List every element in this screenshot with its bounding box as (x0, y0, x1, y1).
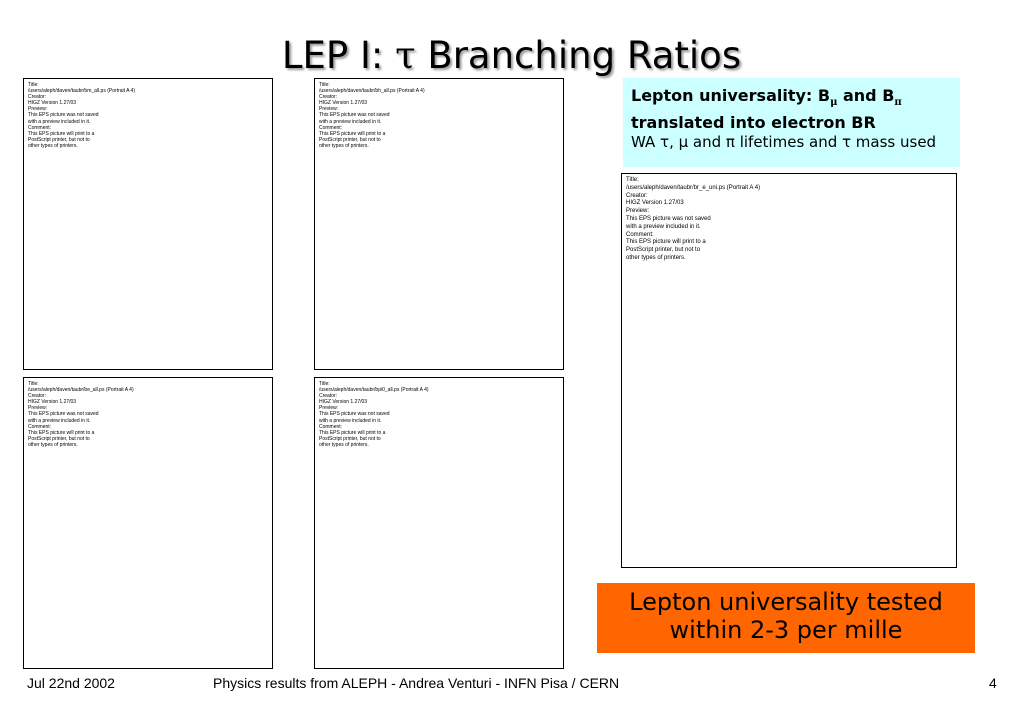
title-tau-symbol: τ (395, 34, 416, 77)
eps-info-line: Title: (319, 381, 330, 387)
eps-info-line: Title: (626, 177, 639, 183)
eps-info-line: HIGZ Version 1.27/03 (319, 100, 368, 107)
eps-info-line: other types of printers. (319, 441, 369, 448)
eps-info-line: This EPS picture will print to a (319, 130, 386, 137)
eps-info-line: /users/aleph/daven/taubr/bpi0_all.ps (Portrait A 4) (319, 387, 429, 394)
eps-info-line: /users/aleph/daven/taubr/be_all.ps (Portrait A 4) (28, 387, 134, 394)
eps-info-line: HIGZ Version 1.27/03 (319, 399, 368, 406)
callout-note: WA τ, μ and π lifetimes and τ mass used (631, 133, 937, 152)
eps-info-line: PostScript printer, but not to (319, 435, 381, 442)
slide-title (0, 34, 1023, 77)
eps-info-line: Creator: (319, 94, 338, 101)
eps-info-line: This EPS picture was not saved (626, 215, 711, 222)
title-suffix: Branching Ratios (415, 34, 742, 77)
eps-info-line: This EPS picture was not saved (319, 112, 390, 119)
eps-info-line: other types of printers. (626, 254, 686, 261)
eps-info-line: PostScript printer, but not to (28, 435, 90, 442)
eps-info-line: This EPS picture was not saved (319, 411, 390, 418)
eps-info-line: Preview: (28, 405, 48, 412)
eps-info-line: other types of printers. (28, 441, 78, 448)
eps-info-line: PostScript printer, but not to (319, 136, 381, 143)
eps-info-line: Creator: (28, 94, 47, 101)
eps-info-line: This EPS picture will print to a (626, 239, 706, 246)
lepton-universality-callout (623, 78, 960, 167)
eps-info-line: /users/aleph/daven/taubr/bh_all.ps (Portrait A 4) (319, 88, 425, 95)
eps-info-line: Creator: (319, 393, 338, 400)
eps-info-line: Comment: (319, 124, 343, 131)
eps-placeholder-right (621, 173, 957, 568)
title-prefix: LEP I: (281, 34, 396, 77)
eps-info-line: with a preview included in it. (319, 118, 382, 125)
eps-info-line: with a preview included in it. (319, 417, 382, 424)
conclusion-line1: Lepton universality tested (629, 588, 943, 616)
eps-placeholder-top-middle (314, 78, 564, 370)
eps-info-line: Preview: (319, 106, 339, 113)
eps-info-line: Creator: (626, 192, 648, 199)
eps-info-line: PostScript printer, but not to (626, 247, 701, 254)
eps-info-line: This EPS picture was not saved (28, 112, 99, 119)
eps-info-line: Title: (28, 82, 39, 88)
callout-bold-line2: translated into electron BR (631, 113, 876, 133)
eps-info-line: Comment: (626, 231, 654, 238)
callout-bold-line1: Lepton universality: $B_\mu$ and $B_\pi$ (631, 86, 902, 109)
eps-placeholder-top-left (23, 78, 273, 370)
eps-info-line: Creator: (28, 393, 47, 400)
footer-page-number: 4 (989, 675, 997, 691)
eps-info-line: This EPS picture will print to a (319, 429, 386, 436)
eps-info-line: /users/aleph/daven/taubr/bm_all.ps (Portrait A 4) (28, 88, 136, 95)
eps-info-line: Title: (319, 82, 330, 88)
eps-info-line: PostScript printer, but not to (28, 136, 90, 143)
eps-info-line: other types of printers. (319, 142, 369, 149)
eps-info-line: This EPS picture was not saved (28, 411, 99, 418)
mu-subscript: μ (830, 97, 838, 109)
eps-info-line: Comment: (28, 423, 52, 430)
eps-info-line: This EPS picture will print to a (28, 130, 95, 137)
footer-date: Jul 22nd 2002 (27, 675, 115, 691)
eps-info-line: Comment: (28, 124, 52, 131)
pi-subscript: π (894, 97, 902, 109)
conclusion-line2: within 2-3 per mille (669, 616, 903, 644)
footer-center-text: Physics results from ALEPH - Andrea Venturi - INFN Pisa / CERN (213, 675, 620, 691)
eps-info-line: HIGZ Version 1.27/03 (626, 200, 684, 207)
conclusion-box (597, 583, 975, 653)
eps-info-line: HIGZ Version 1.27/03 (28, 399, 77, 406)
eps-info-line: HIGZ Version 1.27/03 (28, 100, 77, 107)
eps-info-line: Comment: (319, 423, 343, 430)
eps-info-line: This EPS picture will print to a (28, 429, 95, 436)
eps-info-line: with a preview included in it. (28, 118, 91, 125)
eps-info-line: Preview: (319, 405, 339, 412)
eps-info-line: with a preview included in it. (28, 417, 91, 424)
eps-info-line: Preview: (626, 208, 650, 215)
eps-info-line: Title: (28, 381, 39, 387)
eps-placeholder-bottom-middle (314, 377, 564, 669)
eps-info-line: other types of printers. (28, 142, 78, 149)
eps-info-line: Preview: (28, 106, 48, 113)
eps-info-line: with a preview included in it. (626, 223, 701, 230)
eps-info-line: /users/aleph/daven/taubr/br_e_uni.ps (Portrait A 4) (626, 184, 761, 191)
eps-placeholder-bottom-left (23, 377, 273, 669)
